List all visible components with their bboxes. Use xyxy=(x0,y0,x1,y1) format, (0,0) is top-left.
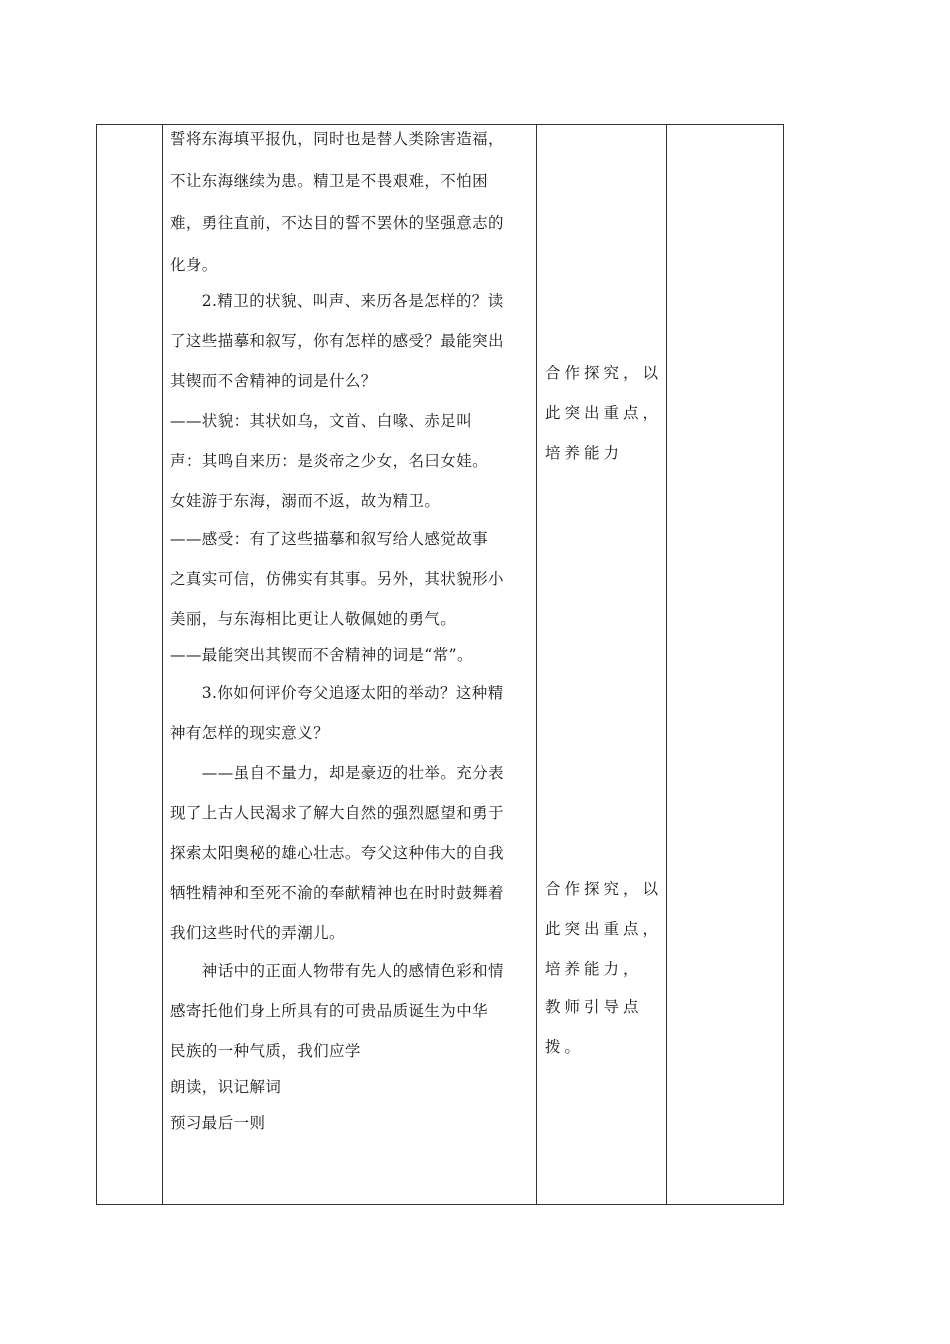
content-line: 声：其鸣自来历：是炎帝之少女，名曰女娃。 xyxy=(170,452,489,470)
column-divider xyxy=(536,125,537,1204)
content-line: 化身。 xyxy=(170,256,218,274)
content-line: ——感受：有了这些描摹和叙写给人感觉故事 xyxy=(170,530,489,548)
content-line: 探索太阳奥秘的雄心壮志。夸父这种伟大的自我 xyxy=(170,844,504,862)
lesson-table xyxy=(96,124,784,1205)
content-line: 2.精卫的状貌、叫声、来历各是怎样的？读 xyxy=(170,292,504,310)
content-line: 之真实可信，仿佛实有其事。另外，其状貌形小 xyxy=(170,570,504,588)
content-line: 预习最后一则 xyxy=(170,1114,266,1132)
content-line: 神有怎样的现实意义？ xyxy=(170,724,330,742)
note-line: 合作探究，以 xyxy=(545,880,663,898)
note-line: 教师引导点 xyxy=(545,998,643,1016)
content-line: 现了上古人民渴求了解大自然的强烈愿望和勇于 xyxy=(170,804,504,822)
note-line: 培养能力， xyxy=(545,960,643,978)
note-line: 拨。 xyxy=(545,1038,585,1056)
content-line: 民族的一种气质，我们应学 xyxy=(170,1042,361,1060)
content-line: 牺牲精神和至死不渝的奉献精神也在时时鼓舞着 xyxy=(170,884,504,902)
content-line: 难，勇往直前，不达目的誓不罢休的坚强意志的 xyxy=(170,214,504,232)
content-line: 了这些描摹和叙写，你有怎样的感受？最能突出 xyxy=(170,332,504,350)
content-line: 3.你如何评价夸父追逐太阳的举动？这种精 xyxy=(170,684,504,702)
content-line: ——状貌：其状如乌，文首、白喙、赤足叫 xyxy=(170,412,473,430)
note-line: 合作探究，以 xyxy=(545,364,663,382)
content-line: 朗读，识记解词 xyxy=(170,1078,282,1096)
content-line: ——最能突出其锲而不舍精神的词是“常”。 xyxy=(170,646,473,664)
content-line: ——虽自不量力，却是豪迈的壮举。充分表 xyxy=(170,764,504,782)
note-line: 培养能力 xyxy=(545,444,624,462)
content-line: 感寄托他们身上所具有的可贵品质诞生为中华 xyxy=(170,1002,489,1020)
content-line: 美丽，与东海相比更让人敬佩她的勇气。 xyxy=(170,610,457,628)
content-line: 不让东海继续为患。精卫是不畏艰难，不怕困 xyxy=(170,172,489,190)
content-line: 誓将东海填平报仇，同时也是替人类除害造福， xyxy=(170,130,504,148)
content-line: 女娃游于东海，溺而不返，故为精卫。 xyxy=(170,492,441,510)
content-line: 神话中的正面人物带有先人的感情色彩和情 xyxy=(170,962,504,980)
column-divider xyxy=(666,125,667,1204)
content-line: 我们这些时代的弄潮儿。 xyxy=(170,924,345,942)
column-divider xyxy=(162,125,163,1204)
content-line: 其锲而不舍精神的词是什么？ xyxy=(170,372,377,390)
note-line: 此突出重点， xyxy=(545,404,663,422)
note-line: 此突出重点， xyxy=(545,920,663,938)
